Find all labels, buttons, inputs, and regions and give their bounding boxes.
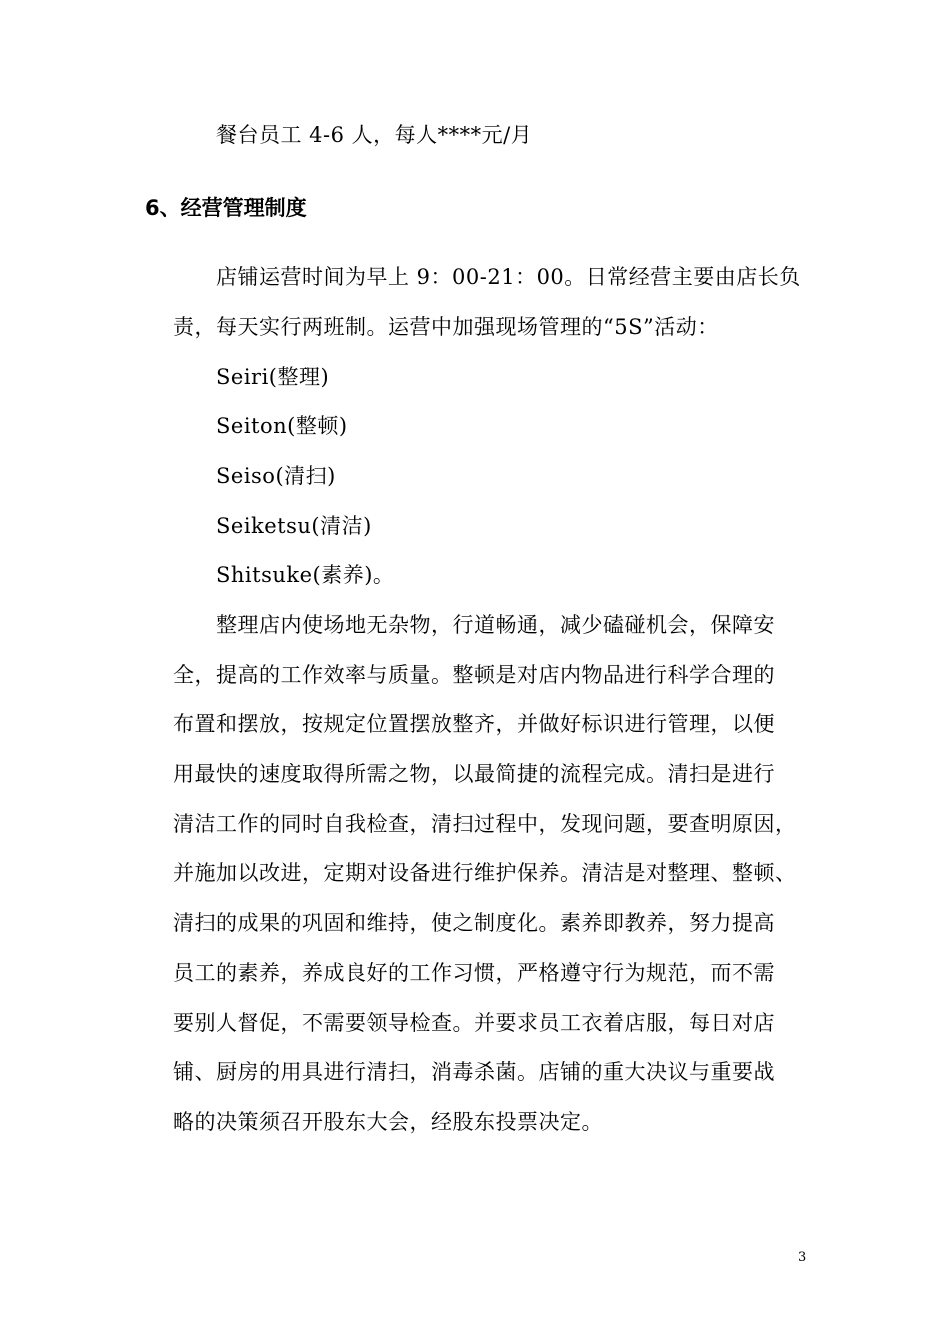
- body-line: 清洁工作的同时自我检查，清扫过程中，发现问题，要查明原因，: [173, 812, 797, 836]
- five-s-item-seiso: Seiso(清扫): [216, 464, 336, 488]
- body-line: 并施加以改进，定期对设备进行维护保养。清洁是对整理、整顿、: [173, 861, 797, 885]
- body-line: 全，提高的工作效率与质量。整顿是对店内物品进行科学合理的: [173, 663, 775, 687]
- five-s-item-seiri: Seiri(整理): [216, 365, 330, 389]
- section-heading: 6、经营管理制度: [145, 196, 307, 220]
- body-line: 布置和摆放，按规定位置摆放整齐，并做好标识进行管理，以便: [173, 712, 775, 736]
- body-line: 要别人督促，不需要领导检查。并要求员工衣着店服，每日对店: [173, 1011, 775, 1035]
- body-line: 铺、厨房的用具进行清扫，消毒杀菌。店铺的重大决议与重要战: [173, 1060, 775, 1084]
- body-line: 员工的素养，养成良好的工作习惯，严格遵守行为规范，而不需: [173, 961, 775, 985]
- five-s-item-seiton: Seiton(整顿): [216, 414, 348, 438]
- intro-line-1: 店铺运营时间为早上 9：00-21：00。日常经营主要由店长负: [216, 265, 801, 289]
- intro-line-2: 责，每天实行两班制。运营中加强现场管理的“5S”活动：: [173, 315, 719, 339]
- staff-line: 餐台员工 4-6 人，每人****元/月: [216, 123, 533, 147]
- body-line: 清扫的成果的巩固和维持，使之制度化。素养即教养，努力提高: [173, 911, 775, 935]
- five-s-item-shitsuke: Shitsuke(素养)。: [216, 563, 395, 587]
- five-s-item-seiketsu: Seiketsu(清洁): [216, 514, 372, 538]
- body-line: 略的决策须召开股东大会，经股东投票决定。: [173, 1110, 603, 1134]
- body-line: 用最快的速度取得所需之物，以最简捷的流程完成。清扫是进行: [173, 762, 775, 786]
- page-number: 3: [798, 1250, 807, 1265]
- body-line-first: 整理店内使场地无杂物，行道畅通，减少磕碰机会，保障安: [216, 613, 775, 637]
